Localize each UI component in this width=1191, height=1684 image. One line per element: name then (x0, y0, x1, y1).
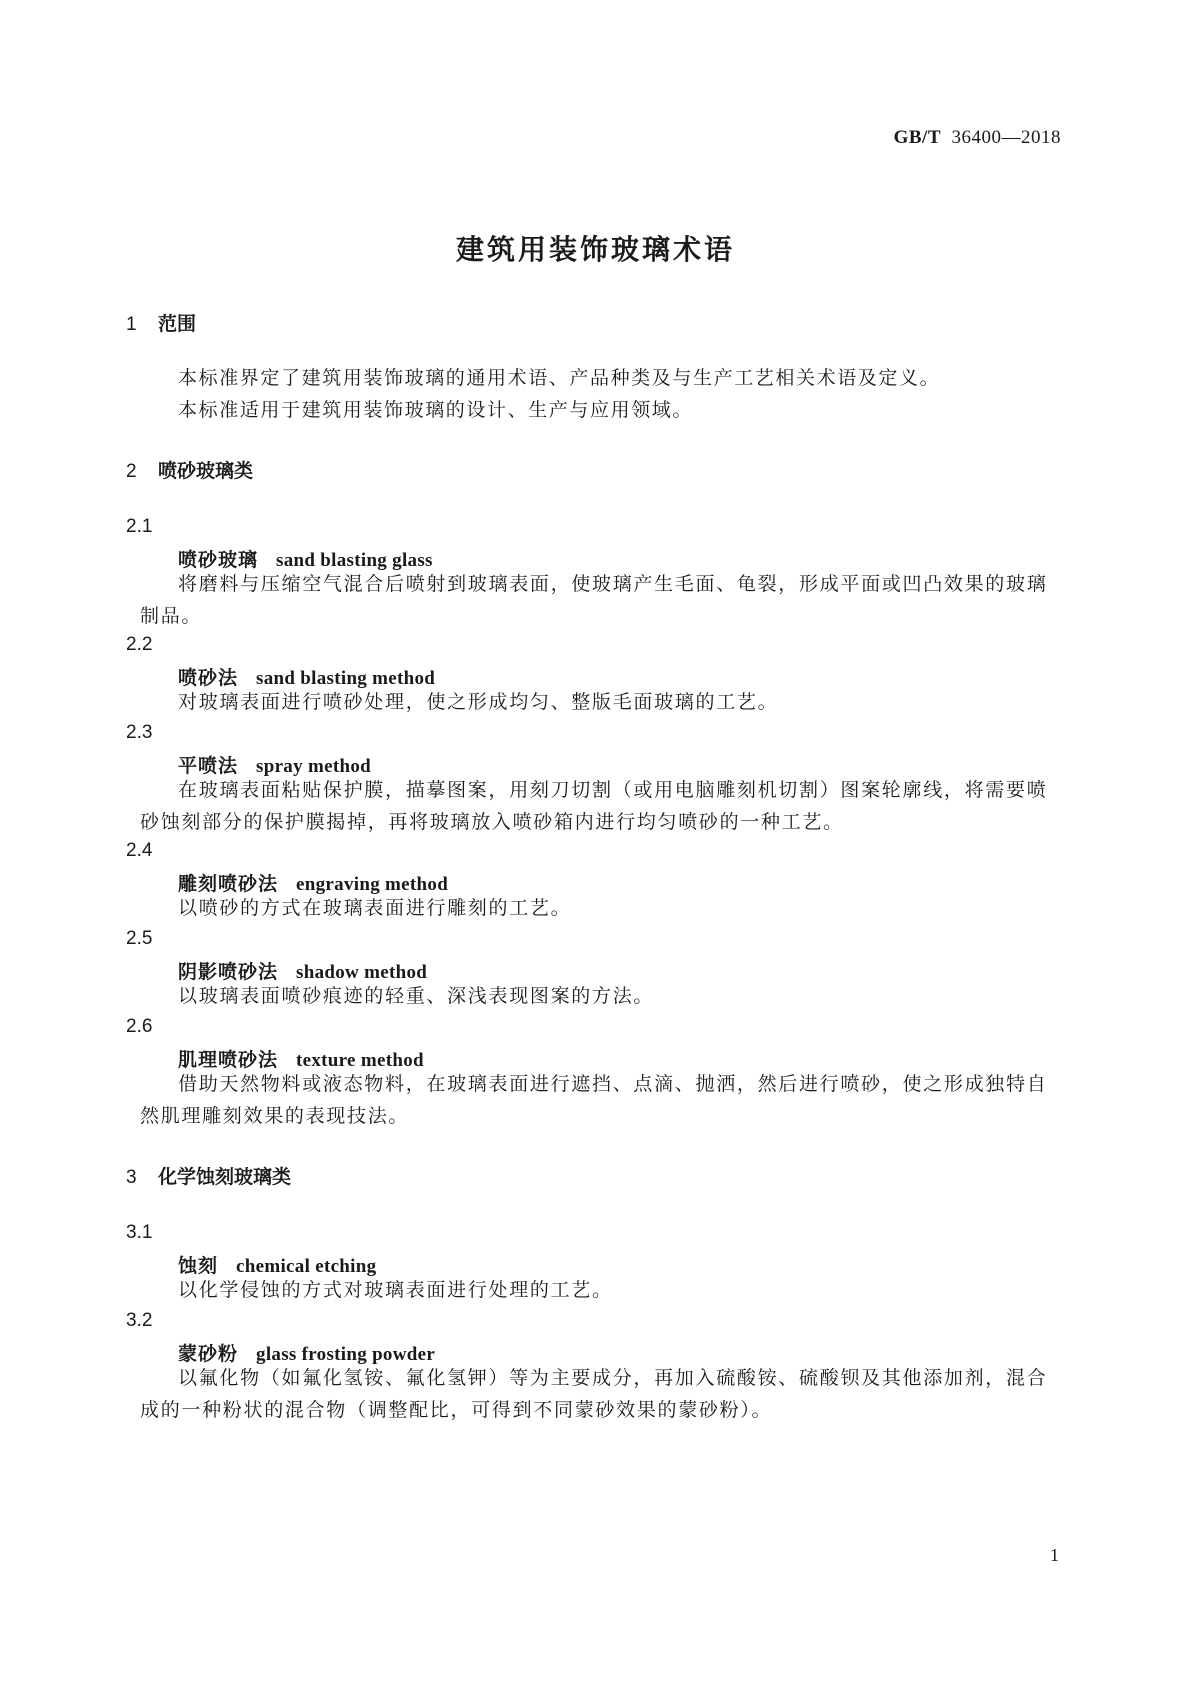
term-chinese: 阴影喷砂法 (178, 961, 279, 983)
term-chinese: 蚀刻 (178, 1255, 219, 1277)
clause-number: 3.1 (126, 1222, 153, 1243)
term-chinese: 肌理喷砂法 (178, 1049, 279, 1071)
term-english: spray method (256, 756, 371, 777)
clause-number: 2.4 (126, 840, 153, 861)
term-english: chemical etching (236, 1256, 377, 1277)
clause-number: 2.2 (126, 634, 153, 655)
term-definition: 以氟化物（如氟化氢铵、氟化氢钾）等为主要成分，再加入硫酸铵、硫酸钡及其他添加剂，混合成的一种粉状的混合物（调整配比，可得到不同蒙砂效果的蒙砂粉）。 (140, 1367, 1048, 1421)
term-chinese: 雕刻喷砂法 (178, 873, 279, 895)
term-english: texture method (296, 1050, 424, 1071)
section-number: 2 (126, 461, 137, 482)
term-chinese: 蒙砂粉 (178, 1343, 239, 1365)
term-definition: 借助天然物料或液态物料，在玻璃表面进行遮挡、点滴、抛洒，然后进行喷砂，使之形成独特自然肌理雕刻效果的表现技法。 (140, 1073, 1048, 1127)
standard-prefix: GB/T (893, 127, 941, 148)
term-definition: 将磨料与压缩空气混合后喷射到玻璃表面，使玻璃产生毛面、龟裂，形成平面或凹凸效果的玻璃制品。 (140, 573, 1048, 627)
section-number: 1 (126, 314, 137, 335)
term-chinese: 平喷法 (178, 755, 239, 777)
clause-number: 2.5 (126, 928, 153, 949)
term-english: sand blasting method (256, 668, 436, 689)
term-english: engraving method (296, 874, 449, 895)
term-definition: 以喷砂的方式在玻璃表面进行雕刻的工艺。 (178, 897, 572, 919)
page-number: 1 (1050, 1545, 1059, 1565)
term-chinese: 喷砂法 (178, 667, 239, 689)
section-3-heading (126, 1162, 291, 1189)
clause-number: 2.6 (126, 1016, 153, 1037)
term-definition: 对玻璃表面进行喷砂处理，使之形成均匀、整版毛面玻璃的工艺。 (178, 691, 779, 713)
section-1-heading (126, 309, 196, 336)
term-english: glass frosting powder (256, 1344, 436, 1365)
term-definition: 以化学侵蚀的方式对玻璃表面进行处理的工艺。 (178, 1279, 613, 1301)
term-english: sand blasting glass (276, 550, 433, 571)
term-definition: 以玻璃表面喷砂痕迹的轻重、深浅表现图案的方法。 (178, 985, 655, 1007)
term-english: shadow method (296, 962, 428, 983)
section-number: 3 (126, 1167, 137, 1188)
scope-paragraph-1: 本标准界定了建筑用装饰玻璃的通用术语、产品种类及与生产工艺相关术语及定义。 (178, 367, 941, 389)
clause-number: 2.3 (126, 722, 153, 743)
standard-number: 36400—2018 (951, 127, 1061, 148)
clause-number: 2.1 (126, 516, 153, 537)
section-title: 喷砂玻璃类 (158, 460, 254, 482)
clause-number: 3.2 (126, 1310, 153, 1331)
standard-code (894, 127, 1061, 149)
term-chinese: 喷砂玻璃 (178, 549, 259, 571)
section-title: 范围 (158, 313, 197, 335)
section-title: 化学蚀刻玻璃类 (158, 1166, 292, 1188)
document-title: 建筑用装饰玻璃术语 (455, 233, 735, 266)
term-definition: 在玻璃表面粘贴保护膜，描摹图案，用刻刀切割（或用电脑雕刻机切割）图案轮廓线，将需要喷砂蚀刻部分的保护膜揭掉，再将玻璃放入喷砂箱内进行均匀喷砂的一种工艺。 (140, 779, 1048, 833)
scope-paragraph-2: 本标准适用于建筑用装饰玻璃的设计、生产与应用领域。 (178, 399, 694, 421)
section-2-heading (126, 456, 253, 483)
